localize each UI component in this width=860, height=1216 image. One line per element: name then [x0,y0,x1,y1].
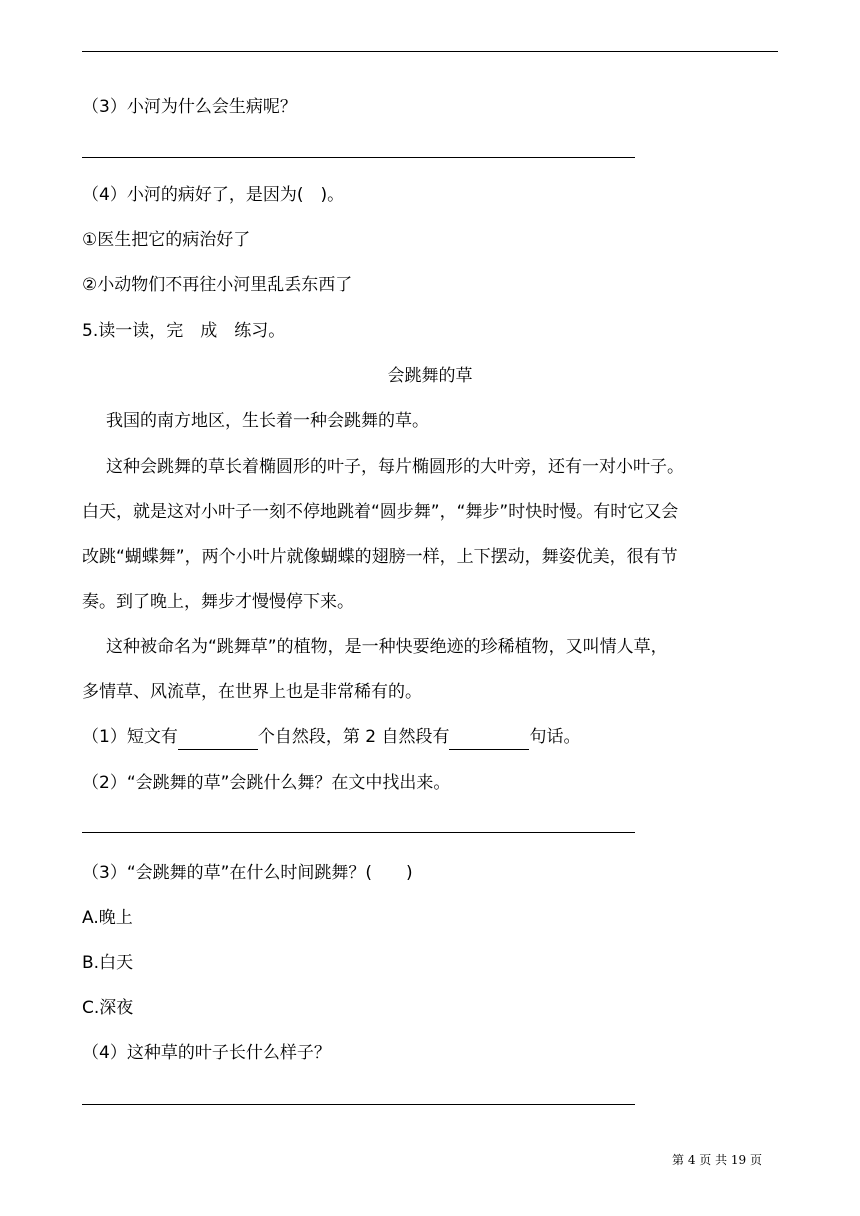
question-3: （3）小河为什么会生病呢？ [82,97,297,117]
passage-paragraph-3-line-2: 多情草、风流草，在世界上也是非常稀有的。 [82,682,422,702]
question-4: （4）小河的病好了，是因为( )。 [82,185,345,205]
s5-question-2: （2）“会跳舞的草”会跳什么舞？在文中找出来。 [82,773,451,793]
passage-paragraph-2-line-2: 白天，就是这对小叶子一刻不停地跳着“圆步舞”，“舞步”时快时慢。有时它又会 [82,502,679,522]
page-number: 第 4 页 共 19 页 [672,1153,762,1167]
s5-question-3: （3）“会跳舞的草”在什么时间跳舞？( ) [82,863,413,883]
answer-line-q3[interactable] [82,157,635,158]
section-5-heading: 5.读一读，完 成 练习。 [82,321,286,341]
question-4-option-2[interactable]: ②小动物们不再往小河里乱丢东西了 [82,275,353,295]
blank-paragraph-count[interactable] [178,725,258,750]
passage-paragraph-1: 我国的南方地区，生长着一种会跳舞的草。 [106,411,429,431]
passage-title: 会跳舞的草 [387,366,473,386]
s5-question-1-suffix: 句话。 [529,727,581,747]
s5-question-3-option-a[interactable]: A.晚上 [82,908,133,928]
passage-paragraph-2-line-1: 这种会跳舞的草长着椭圆形的叶子，每片椭圆形的大叶旁，还有一对小叶子。 [106,457,684,477]
header-rule [82,51,778,52]
passage-paragraph-3-line-1: 这种被命名为“跳舞草”的植物，是一种快要绝迹的珍稀植物，又叫情人草， [106,637,668,657]
question-4-option-1[interactable]: ①医生把它的病治好了 [82,230,251,250]
answer-line-s5-q2[interactable] [82,832,635,833]
s5-question-1-middle: 个自然段，第 2 自然段有 [257,727,450,747]
s5-question-4: （4）这种草的叶子长什么样子？ [82,1043,331,1063]
s5-question-3-option-c[interactable]: C.深夜 [82,998,134,1018]
blank-sentence-count[interactable] [449,725,529,750]
s5-question-1 [82,725,580,750]
passage-paragraph-2-line-4: 奏。到了晚上，舞步才慢慢停下来。 [82,592,354,612]
s5-question-1-prefix: （1）短文有 [82,727,178,747]
passage-paragraph-2-line-3: 改跳“蝴蝶舞”，两个小叶片就像蝴蝶的翅膀一样，上下摆动，舞姿优美，很有节 [82,547,678,567]
answer-line-s5-q4[interactable] [82,1104,635,1105]
s5-question-3-option-b[interactable]: B.白天 [82,953,134,973]
